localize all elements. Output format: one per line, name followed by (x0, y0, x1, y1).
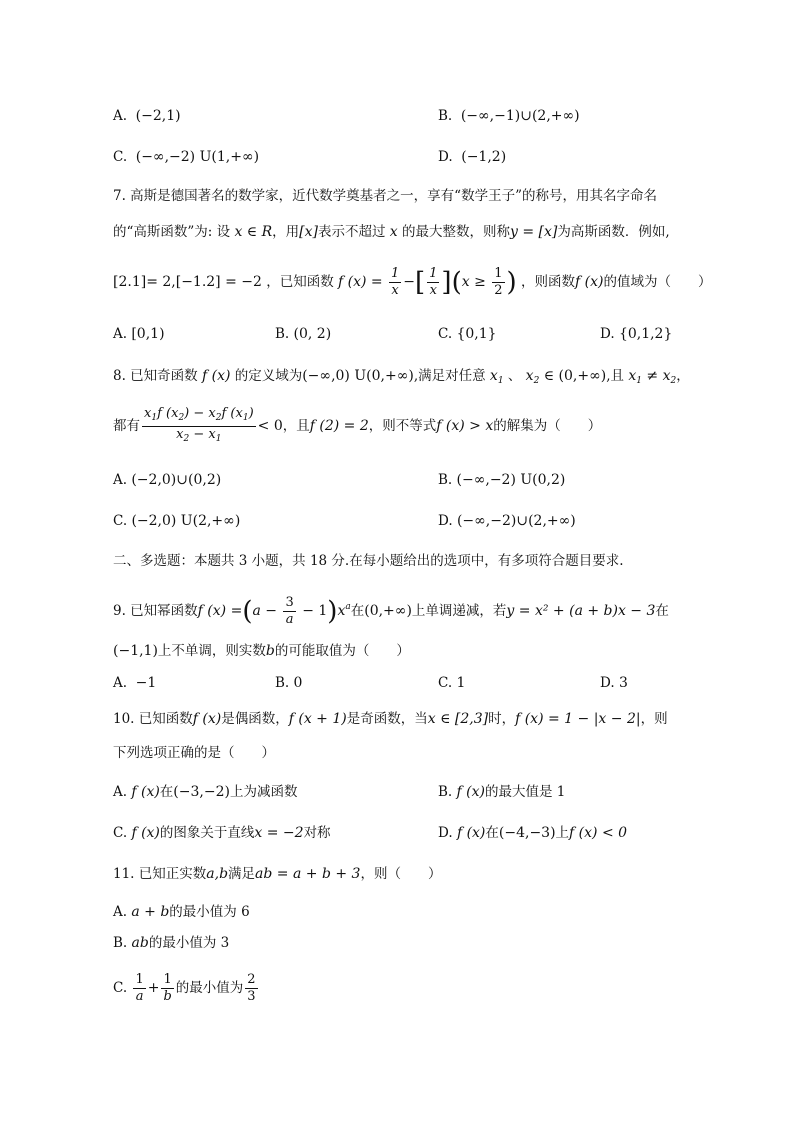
option-text: (−∞,−1)∪(2,+∞) (460, 108, 580, 124)
text: 10. 已知函数 (113, 711, 193, 727)
fraction-1-over-x: $\frac{1}{x}$ (429, 266, 438, 298)
text: ，已知函数 (266, 274, 334, 290)
q10-option-c (113, 823, 331, 843)
q9-option-a (113, 673, 156, 693)
fraction-difference-quotient: $\frac{x_1f (x_2) - x_2f (x_1)}{x_2 - x_1}$ (144, 406, 254, 444)
text: ，则（ ） (360, 866, 442, 882)
option-label: C. (438, 675, 453, 691)
option-label: D. (600, 675, 615, 691)
fraction-1-over-b: $\frac{1}{b}$ (163, 972, 172, 1004)
text: 的最小值为 3 (148, 935, 230, 951)
text: 在 (350, 603, 365, 619)
option-text: (−∞,−2) U(1,+∞) (135, 149, 260, 165)
text: 上不单调，则实数 (157, 643, 266, 659)
option-label: A. (113, 904, 128, 920)
text: 的值域为（ ） (603, 274, 712, 290)
text: 11. 已知正实数 (113, 866, 207, 882)
q10-option-d (438, 823, 627, 843)
q8-stem-line2 (113, 404, 601, 448)
math: f (x) (456, 825, 486, 841)
text: ，且 (282, 418, 310, 434)
math: f (x) (456, 784, 485, 800)
option-text: (−∞,−2) U(0,2) (456, 472, 566, 488)
option-text: (−2,1) (135, 108, 181, 124)
text: ，则函数 (521, 274, 575, 290)
option-label: B. (275, 326, 290, 342)
option-text: (−1,2) (461, 149, 507, 165)
text: 上单调递减，若 (411, 603, 507, 619)
q9-option-c (438, 673, 465, 693)
q7-stem-line1: 7. 高斯是德国著名的数学家，近代数学奠基者之一，享有“数学王子”的称号，用其名字命名 (113, 188, 657, 204)
option-label: C. (438, 326, 453, 342)
text: 是奇函数，当 (346, 711, 428, 727)
option-label: B. (113, 935, 128, 951)
option-label: C. (113, 980, 128, 996)
option-label: A. (113, 326, 128, 342)
option-label: A. (113, 108, 128, 124)
math: ab (131, 935, 149, 951)
math: [2.1]= 2,[−1.2] = −2 (113, 274, 262, 290)
option-label: A. (113, 472, 128, 488)
q9-option-d (600, 673, 628, 693)
text: 8. 已知奇函数 (113, 368, 198, 384)
math: ab = a + b + 3 (255, 866, 361, 882)
text: 上 (555, 825, 570, 841)
text: 的解集为（ ） (493, 418, 602, 434)
option-text: {0,1} (456, 326, 497, 342)
text: 上为减函数 (229, 784, 298, 800)
math: f (x) < 0 (569, 825, 628, 841)
text: 是偶函数， (221, 711, 289, 727)
text: 表示不超过 (317, 224, 386, 240)
option-text: [0,1) (131, 326, 165, 342)
math: x (389, 224, 398, 240)
option-label: C. (113, 149, 128, 165)
q7-stem-line3: [2.1]= 2,[−1.2] = −2 ，已知函数 f (x) = $\frac{1}{x}$ −[ $\frac{1}{x}$ ](x ≥ $\frac{1}{2}$ ) ，则函数f (x)的值域为（ ） (113, 266, 712, 298)
text: 的“高斯函数”为: 设 (113, 224, 231, 240)
q9-option-b (275, 673, 302, 693)
q8-option-a (113, 470, 221, 490)
option-label: B. (438, 108, 453, 124)
option-label: C. (113, 513, 128, 529)
math: b (265, 643, 275, 659)
q11-stem (113, 864, 441, 884)
text: 的最大值是 1 (484, 784, 566, 800)
math: x = −2 (254, 825, 304, 841)
option-text: {0,1,2} (618, 326, 673, 342)
math: f (x + 1) (288, 711, 347, 727)
q9-stem-line1: 9. 已知幂函数f (x) =(a − $\frac{3}{a}$ − $1)x^a$在(0,+∞)上单调递减，若y = x² + (a + b)x − 3在 (113, 595, 669, 627)
math: [x] (299, 224, 318, 240)
q8-stem-line1: 8. 已知奇函数 f (x) 的定义域为(−∞,0) U(0,+∞),满足对任意 $x_1$ 、 $x_2$ ∈ (0,+∞),且 $x_1 \ne x_2$， (113, 368, 690, 386)
fraction-1-over-2: $\frac{1}{2}$ (494, 266, 503, 298)
text: 对称 (303, 825, 331, 841)
option-text: −1 (135, 675, 157, 691)
math: a + b (131, 904, 170, 920)
q11-option-c: C. $\frac{1}{a}$ + $\frac{1}{b}$ 的最小值为 $\frac{2}{3}$ (113, 972, 256, 1004)
option-text: 0 (293, 675, 303, 691)
option-label: B. (275, 675, 290, 691)
q6-option-a (113, 106, 181, 126)
math: f (2) = 2 (309, 418, 369, 434)
option-label: D. (438, 513, 453, 529)
math: (−4,−3) (498, 825, 556, 841)
q10-option-b (438, 782, 565, 802)
fraction-3-over-a: $\frac{3}{a}$ (285, 595, 294, 627)
math: f (x) > x (436, 418, 494, 434)
q8-option-b (438, 470, 565, 490)
option-text: (0, 2) (293, 326, 332, 342)
option-label: C. (113, 825, 128, 841)
text: 9. 已知幂函数 (113, 603, 198, 619)
fraction-2-over-3: $\frac{2}{3}$ (247, 972, 256, 1004)
q7-option-c (438, 324, 497, 344)
math: (−1,1) (113, 643, 158, 659)
q6-option-d (438, 147, 506, 167)
text: 在 (655, 603, 669, 619)
q7-option-d (600, 324, 672, 344)
option-label: B. (438, 784, 453, 800)
option-text: (−2,0)∪(0,2) (131, 472, 222, 488)
q6-option-b (438, 106, 580, 126)
q7-option-a (113, 324, 165, 344)
text: 的定义域为 (234, 368, 303, 384)
q11-option-a (113, 902, 250, 922)
math: f (x) (131, 784, 160, 800)
option-text: (−∞,−2)∪(2,+∞) (456, 513, 576, 529)
q8-option-d (438, 511, 576, 531)
math: y = [x] (509, 224, 558, 240)
math: < 0 (257, 418, 283, 434)
math: x ∈ R (234, 224, 273, 240)
fraction-1-over-a: $\frac{1}{a}$ (135, 972, 144, 1004)
math: f (x) (131, 825, 160, 841)
text: 的最小值为 (175, 980, 244, 996)
q10-stem-line1 (113, 709, 668, 729)
option-label: D. (438, 149, 453, 165)
q7-stem-line2 (113, 222, 670, 242)
text: 的图象关于直线 (159, 825, 255, 841)
text: 在 (159, 784, 174, 800)
fraction-1-over-x: $\frac{1}{x}$ (390, 266, 400, 298)
q10-option-a (113, 782, 297, 802)
section-header-multiple-choice: 二、多选题：本题共 3 小题，共 18 分.在每小题给出的选项中，有多项符合题目要求. (113, 553, 624, 569)
option-label: A. (113, 675, 128, 691)
math: f (x) (575, 274, 604, 290)
text: 的最小值为 6 (169, 904, 250, 920)
text: ,满足对任意 (413, 368, 486, 384)
math: x ∈ [2,3] (427, 711, 489, 727)
text: ,且 (606, 368, 625, 384)
math: f (x) (192, 711, 222, 727)
option-label: D. (438, 825, 453, 841)
text: 、 (507, 368, 522, 384)
text: 都有 (113, 418, 140, 434)
math: f (x) = 1 − |x − 2| (515, 711, 641, 727)
math: a,b (206, 866, 229, 882)
math: f (x) = (338, 274, 383, 290)
option-label: A. (113, 784, 128, 800)
text: 在 (485, 825, 499, 841)
math: (−3,−2) (173, 784, 230, 800)
text: 时， (488, 711, 516, 727)
text: 的可能取值为（ ） (274, 643, 410, 659)
text: ，则 (640, 711, 668, 727)
q7-option-b (275, 324, 331, 344)
q9-stem-line2 (113, 641, 410, 661)
math: f (x) (201, 368, 231, 384)
option-text: 3 (618, 675, 628, 691)
text: 满足 (228, 866, 256, 882)
text: ，用 (272, 224, 300, 240)
option-label: B. (438, 472, 453, 488)
option-label: D. (600, 326, 615, 342)
text: ，则不等式 (368, 418, 437, 434)
option-text: (−2,0) U(2,+∞) (131, 513, 241, 529)
text: 为高斯函数．例如, (557, 224, 670, 240)
text: 的最大整数，则称 (401, 224, 510, 240)
math: (−∞,0) U(0,+∞) (302, 368, 414, 384)
q8-option-c (113, 511, 240, 531)
option-text: 1 (456, 675, 466, 691)
q6-option-c (113, 147, 259, 167)
q11-option-b (113, 933, 229, 953)
math: (0,+∞) (364, 603, 412, 619)
math: y = x² + (a + b)x − 3 (506, 603, 656, 619)
math: f (x) = (197, 603, 243, 619)
q10-stem-line2: 下列选项正确的是（ ） (113, 745, 275, 761)
